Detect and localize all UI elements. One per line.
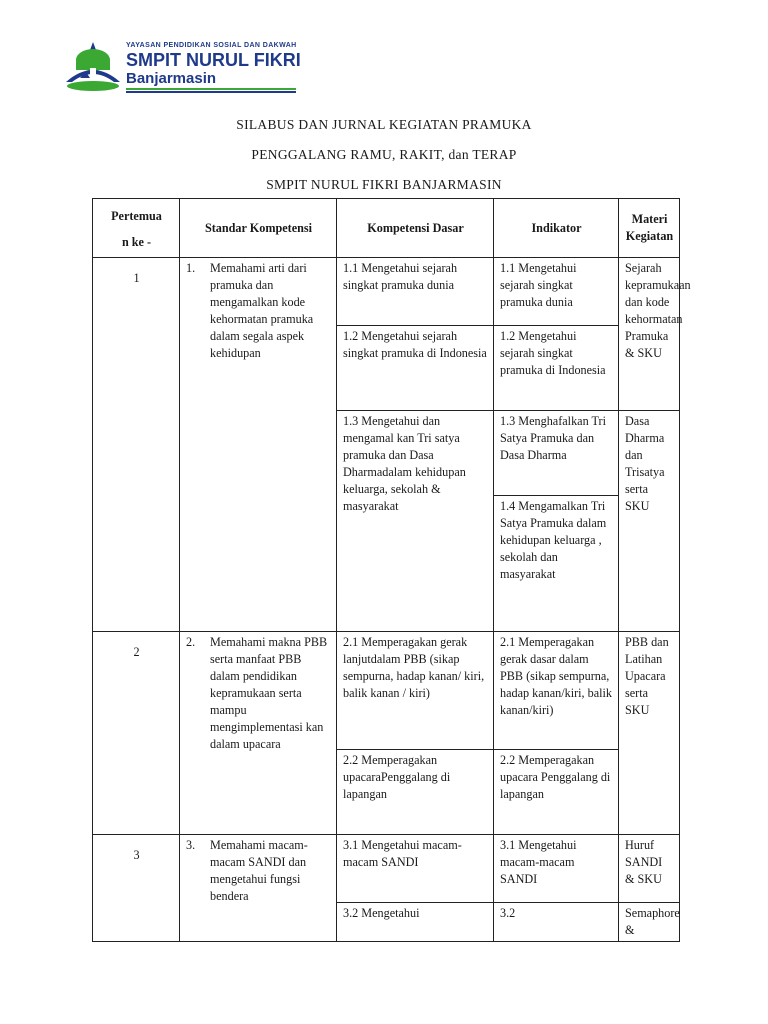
standar-kompetensi-cell: 2. Memahami makna PBB serta manfaat PBB dalam pendidikan kepramukaan serta mampu mengimplementasi kan dalam upacara [180,632,337,835]
table-row [93,835,680,903]
table-row [93,632,680,750]
kompetensi-dasar-cell: 1.3 Mengetahui dan mengamal kan Tri satya pramuka dan Dasa Dharmadalam kehidupan keluarga, sekolah & masyarakat [337,411,494,632]
meeting-number: 1 [93,258,180,632]
title-line-2: PENGGALANG RAMU, RAKIT, dan TERAP [251,147,517,162]
kompetensi-dasar-cell: 3.2 Mengetahui [337,903,494,942]
document-titles [0,116,768,206]
kompetensi-dasar-cell: 2.2 Memperagakan upacaraPenggalang di lapangan [337,750,494,835]
title-line-1: SILABUS DAN JURNAL KEGIATAN PRAMUKA [236,117,532,132]
indikator-cell: 1.1 Mengetahui sejarah singkat pramuka dunia [494,258,619,326]
indikator-cell: 1.4 Mengamalkan Tri Satya Pramuka dalam kehidupan keluarga , sekolah dan masyarakat [494,496,619,632]
indikator-cell: 1.2 Mengetahui sejarah singkat pramuka di Indonesia [494,326,619,411]
school-name: SMPIT NURUL FIKRI [126,50,301,70]
header-materi-kegiatan: Materi Kegiatan [619,199,680,258]
header-standar-kompetensi: Standar Kompetensi [180,199,337,258]
kompetensi-dasar-cell: 3.1 Mengetahui macam-macam SANDI [337,835,494,903]
school-logo [62,38,302,96]
materi-kegiatan-cell: Sejarah kepramukaan dan kode kehormatan Pramuka & SKU [619,258,680,411]
materi-kegiatan-cell: Huruf SANDI & SKU [619,835,680,903]
meeting-number: 2 [93,632,180,835]
foundation-name: YAYASAN PENDIDIKAN SOSIAL DAN DAKWAH [126,42,297,49]
syllabus-table [92,198,691,942]
kompetensi-dasar-cell: 1.2 Mengetahui sejarah singkat pramuka di Indonesia [337,326,494,411]
school-city: Banjarmasin [126,70,217,87]
table-header-row [93,199,680,258]
standar-kompetensi-cell: 3. Memahami macam-macam SANDI dan mengetahui fungsi bendera [180,835,337,942]
indikator-cell: 3.2 [494,903,619,942]
standar-kompetensi-cell: 1. Memahami arti dari pramuka dan mengamalkan kode kehormatan pramuka dalam segala aspek kehidupan [180,258,337,632]
kompetensi-dasar-cell: 2.1 Memperagakan gerak lanjutdalam PBB (sikap sempurna, hadap kanan/ kiri, balik kanan / kiri) [337,632,494,750]
indikator-cell: 2.1 Memperagakan gerak dasar dalam PBB (sikap sempurna, hadap kanan/kiri, balik kanan/kiri) [494,632,619,750]
indikator-cell: 3.1 Mengetahui macam-macam SANDI [494,835,619,903]
logo-underline-green [126,88,296,90]
header-indikator: Indikator [494,199,619,258]
indikator-cell: 1.3 Menghafalkan Tri Satya Pramuka dan Dasa Dharma [494,411,619,496]
title-line-3: SMPIT NURUL FIKRI BANJARMASIN [266,177,502,192]
materi-kegiatan-cell: Dasa Dharma dan Trisatya serta SKU [619,411,680,632]
header-kompetensi-dasar: Kompetensi Dasar [337,199,494,258]
logo-underline-blue [126,91,296,93]
materi-kegiatan-cell: PBB dan Latihan Upacara serta SKU [619,632,680,835]
mosque-emblem-icon [62,38,124,96]
materi-kegiatan-cell: Semaphore & [619,903,680,942]
table-row [93,258,680,326]
meeting-number: 3 [93,835,180,942]
header-pertemuan: Pertemua n ke - [93,199,180,258]
indikator-cell: 2.2 Memperagakan upacara Penggalang di lapangan [494,750,619,835]
kompetensi-dasar-cell: 1.1 Mengetahui sejarah singkat pramuka dunia [337,258,494,326]
